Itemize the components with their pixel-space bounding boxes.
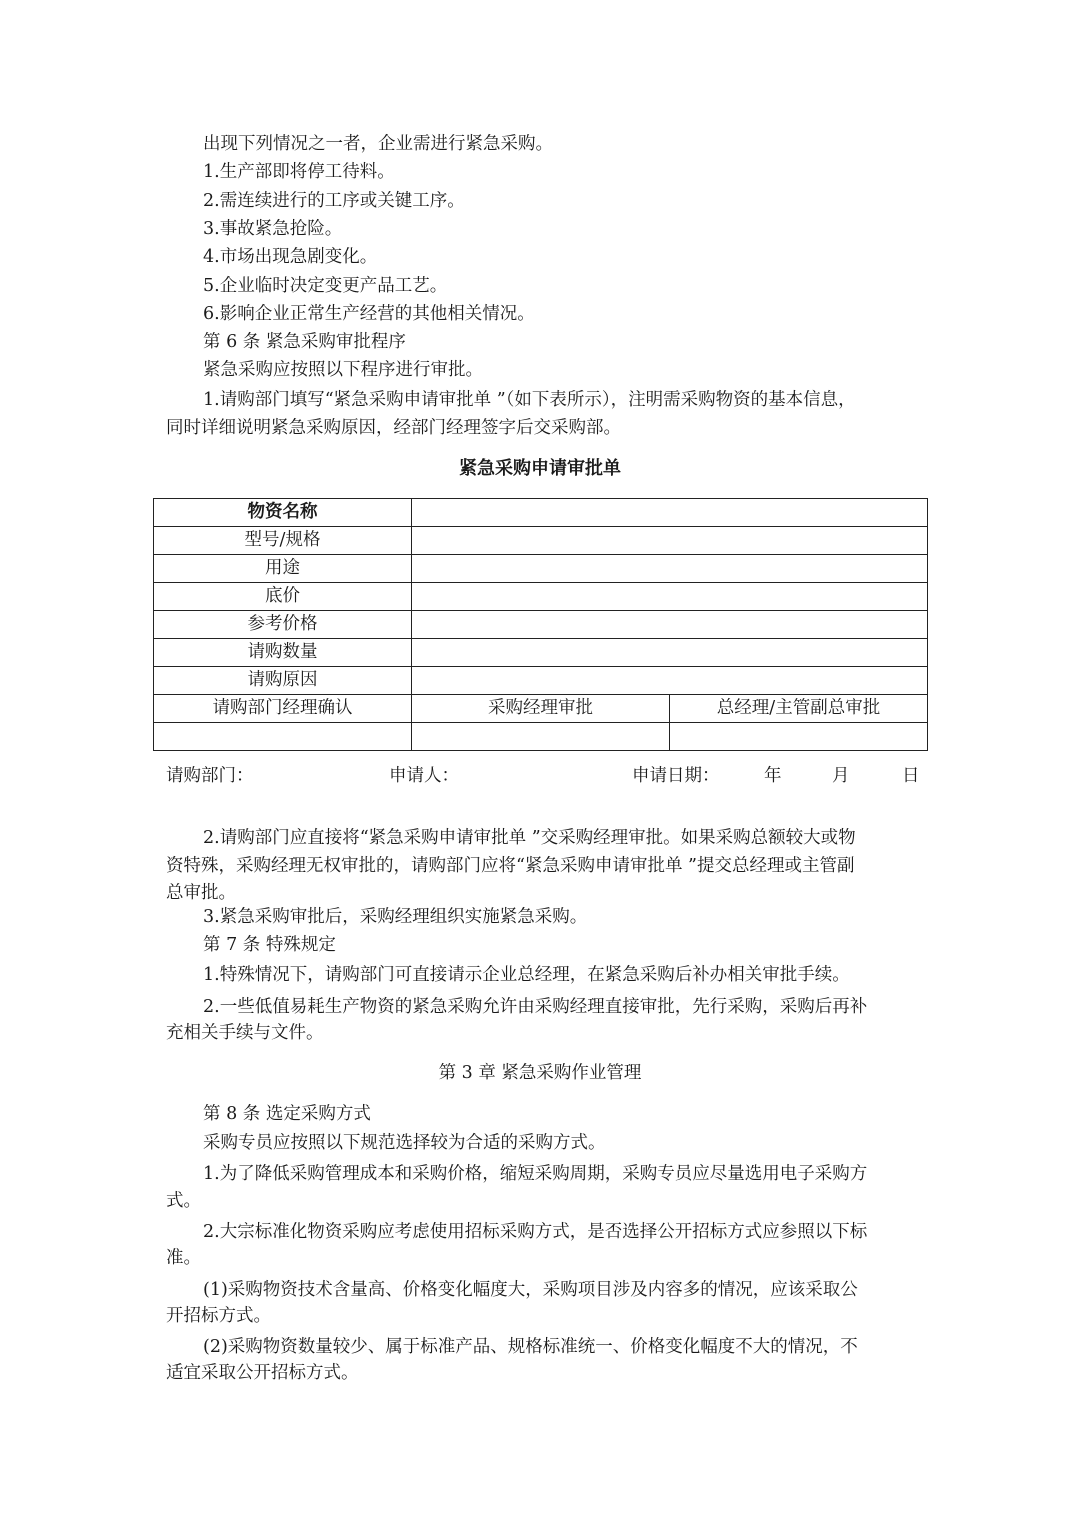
field-material-name[interactable] (412, 499, 928, 527)
article-6-lead: 紧急采购应按照以下程序进行审批。 (203, 360, 483, 380)
article-7-item2: 2.一些低值易耗生产物资的紧急采购允许由采购经理直接审批，先行采购，采购后再补 (203, 997, 868, 1017)
row-label-usage: 用途 (154, 555, 412, 583)
field-base-price[interactable] (412, 583, 928, 611)
article-8-item2: 2.大宗标准化物资采购应考虑使用招标采购方式，是否选择公开招标方式应参照以下标 (203, 1222, 868, 1242)
article-8-sub1-cont: 开招标方式。 (166, 1306, 271, 1326)
article-8-sub2-cont: 适宜采取公开招标方式。 (166, 1363, 359, 1383)
footer-applicant-label: 申请人： (389, 766, 459, 786)
chapter-3-heading: 第 3 章 紧急采购作业管理 (438, 1063, 642, 1083)
signature-general-manager[interactable] (670, 723, 928, 751)
table-row (154, 583, 928, 611)
after-form-step2-cont: 总审批。 (166, 883, 236, 903)
after-form-step2-cont: 资特殊，采购经理无权审批的，请购部门应将“紧急采购申请审批单 ”提交总经理或主管副 (166, 856, 855, 876)
field-model-spec[interactable] (412, 527, 928, 555)
approval-form-table (153, 498, 928, 751)
after-form-step2: 2.请购部门应直接将“紧急采购申请审批单 ”交采购经理审批。如果采购总额较大或物 (203, 828, 856, 848)
after-form-step3: 3.紧急采购审批后，采购经理组织实施紧急采购。 (203, 907, 588, 927)
article-8-sub1: (1)采购物资技术含量高、价格变化幅度大，采购项目涉及内容多的情况，应该采取公 (203, 1280, 858, 1300)
table-row (154, 499, 928, 527)
article-8-sub2: (2)采购物资数量较少、属于标准产品、规格标准统一、价格变化幅度不大的情况，不 (203, 1337, 858, 1357)
form-title: 紧急采购申请审批单 (459, 458, 621, 479)
intro-lead: 出现下列情况之一者，企业需进行紧急采购。 (203, 134, 553, 154)
approval-header-dept-manager: 请购部门经理确认 (154, 695, 412, 723)
row-label-base-price: 底价 (154, 583, 412, 611)
article-8-item1-cont: 式。 (166, 1191, 201, 1211)
article-6-step1: 1.请购部门填写“紧急采购申请审批单 ”（如下表所示），注明需采购物资的基本信息， (203, 390, 856, 410)
table-row (154, 527, 928, 555)
row-label-reference-price: 参考价格 (154, 611, 412, 639)
table-row (154, 723, 928, 751)
row-label-model-spec: 型号/规格 (154, 527, 412, 555)
footer-day-label: 日 (902, 766, 920, 786)
article-7-item1: 1.特殊情况下，请购部门可直接请示企业总经理，在紧急采购后补办相关审批手续。 (203, 965, 850, 985)
footer-dept-label: 请购部门： (166, 766, 254, 786)
article-7-item2-cont: 充相关手续与文件。 (166, 1023, 324, 1043)
field-quantity[interactable] (412, 639, 928, 667)
intro-item: 5.企业临时决定变更产品工艺。 (203, 276, 448, 296)
signature-purchasing-manager[interactable] (412, 723, 670, 751)
field-reason[interactable] (412, 667, 928, 695)
footer-month-label: 月 (832, 766, 850, 786)
table-row (154, 639, 928, 667)
table-row (154, 695, 928, 723)
article-8-heading: 第 8 条 选定采购方式 (203, 1104, 371, 1124)
row-label-reason: 请购原因 (154, 667, 412, 695)
table-row (154, 555, 928, 583)
footer-year-label: 年 (764, 766, 782, 786)
article-6-heading: 第 6 条 紧急采购审批程序 (203, 332, 406, 352)
intro-item: 3.事故紧急抢险。 (203, 219, 343, 239)
field-reference-price[interactable] (412, 611, 928, 639)
intro-item: 6.影响企业正常生产经营的其他相关情况。 (203, 304, 535, 324)
article-7-heading: 第 7 条 特殊规定 (203, 935, 336, 955)
table-row (154, 611, 928, 639)
article-8-lead: 采购专员应按照以下规范选择较为合适的采购方式。 (203, 1133, 606, 1153)
intro-item: 4.市场出现急剧变化。 (203, 247, 378, 267)
approval-header-purchasing-manager: 采购经理审批 (412, 695, 670, 723)
article-8-item2-cont: 准。 (166, 1248, 201, 1268)
approval-header-general-manager: 总经理/主管副总审批 (670, 695, 928, 723)
footer-date-label: 申请日期： (632, 766, 720, 786)
table-row (154, 667, 928, 695)
intro-item: 1.生产部即将停工待料。 (203, 162, 395, 182)
row-label-material-name: 物资名称 (154, 499, 412, 527)
article-8-item1: 1.为了降低采购管理成本和采购价格，缩短采购周期，采购专员应尽量选用电子采购方 (203, 1164, 868, 1184)
article-6-step1-cont: 同时详细说明紧急采购原因，经部门经理签字后交采购部。 (166, 418, 621, 438)
intro-item: 2.需连续进行的工序或关键工序。 (203, 191, 465, 211)
signature-dept-manager[interactable] (154, 723, 412, 751)
row-label-quantity: 请购数量 (154, 639, 412, 667)
field-usage[interactable] (412, 555, 928, 583)
